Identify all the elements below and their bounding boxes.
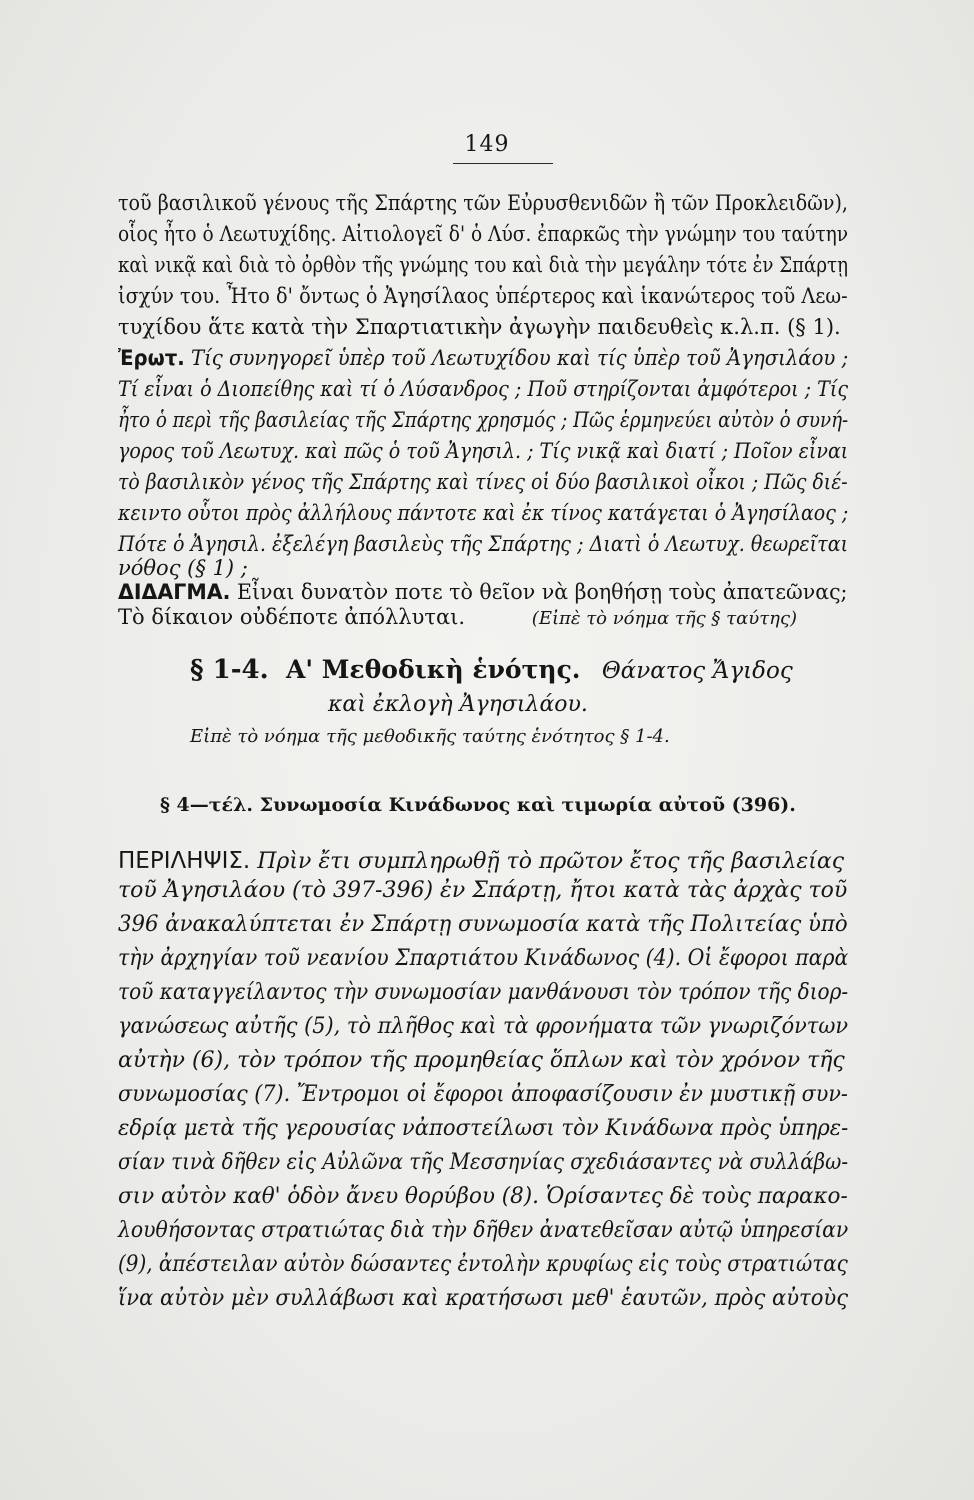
unit-subtitle-continued: καὶ ἐκλογὴ Ἀγησιλάου. [328, 692, 588, 717]
unit-subtitle: Θάνατος Ἄγιδος [601, 658, 793, 684]
summary-line: συνωμοσίας (7). Ἔντρομοι οἱ ἔφοροι ἀποφασίζουσιν ἐν μυστικῇ συν- [118, 1082, 848, 1107]
summary-line: γανώσεως αὐτῆς (5), τὸ πλῆθος καὶ τὰ φρονήματα τῶν γνωριζόντων [118, 1014, 849, 1039]
lesson-aside: (Εἰπὲ τὸ νόημα τῆς § ταύτης) [531, 608, 798, 629]
lesson-text-1: Εἶναι δυνατὸν ποτε τὸ θεῖον νὰ βοηθήσῃ τοὺς ἀπατεῶνας; [237, 580, 848, 604]
para1-line: τυχίδου ἅτε κατὰ τὴν Σπαρτιατικὴν ἀγωγὴν παιδευθεὶς κ.λ.π. (§ 1). [118, 315, 841, 339]
unit-section-number: § 1-4. [190, 655, 269, 685]
para1-line: οἷος ἦτο ὁ Λεωτυχίδης. Αἰτιολογεῖ δ' ὁ Λύσ. ἐπαρκῶς τὴν γνώμην του ταύτην [118, 222, 849, 246]
summary-line: σιν αὐτὸν καθ' ὁδὸν ἄνευ θορύβου (8). Ὁρίσαντες δὲ τοὺς παρακο- [118, 1184, 848, 1209]
summary-line: (9), ἀπέστειλαν αὐτὸν δώσαντες ἐντολὴν κρυφίως εἰς τοὺς στρατιώτας [118, 1252, 848, 1277]
summary-line: 396 ἀνακαλύπτεται ἐν Σπάρτῃ συνωμοσία κατὰ τῆς Πολιτείας ὑπὸ [118, 912, 848, 937]
questions-line: γορος τοῦ Λεωτυχ. καὶ πῶς ὁ τοῦ Ἀγησιλ. ; Τίς νικᾷ καὶ διατί ; Ποῖον εἶναι [118, 439, 849, 463]
para1-line: ἰσχύν του. Ἦτο δ' ὄντως ὁ Ἀγησίλαος ὑπέρτερος καὶ ἱκανώτερος τοῦ Λεω- [118, 284, 848, 308]
section-heading: § 4—τέλ. Συνωμοσία Κινάδωνος καὶ τιμωρία αὐτοῦ (396). [160, 794, 796, 816]
questions-line: Πότε ὁ Ἀγησιλ. ἐξελέγη βασιλεὺς τῆς Σπάρτης ; Διατὶ ὁ Λεωτυχ. θεωρεῖται [118, 532, 849, 556]
para1-line: καὶ νικᾷ καὶ διὰ τὸ ὀρθὸν τῆς γνώμης του καὶ διὰ τὴν μεγάλην τότε ἐν Σπάρτῃ [118, 253, 848, 277]
lesson-label: ΔΙΔΑΓΜΑ. [118, 580, 231, 604]
lesson-line-2 [118, 602, 848, 634]
unit-heading [190, 655, 830, 685]
summary-line: ἵνα αὐτὸν μὲν συλλάβωσι καὶ κρατήσωσι μεθ' ἑαυτῶν, πρὸς αὐτοὺς [118, 1286, 849, 1311]
questions-line: νόθος (§ 1) ; [118, 556, 248, 580]
questions-label: Ἐρωτ. [118, 346, 185, 370]
questions-line: ἦτο ὁ περὶ τῆς βασιλείας τῆς Σπάρτης χρησμός ; Πῶς ἑρμηνεύει αὐτὸν ὁ συνή- [118, 408, 849, 432]
unit-title: Α' Μεθοδικὴ ἑνότης. [286, 655, 581, 684]
page-number-rule [453, 163, 553, 164]
summary-label: ΠΕΡΙΛΗΨΙΣ. [118, 848, 251, 874]
summary-line: αὐτὴν (6), τὸν τρόπον τῆς προμηθείας ὅπλων καὶ τὸν χρόνον τῆς [118, 1048, 845, 1073]
questions-line: κειντο οὗτοι πρὸς ἀλλήλους πάντοτε καὶ ἐκ τίνος κατάγεται ὁ Ἀγησίλαος ; [118, 501, 849, 525]
summary-line: εδρίᾳ μετὰ τῆς γερουσίας νἀποστείλωσι τὸν Κινάδωνα πρὸς ὑπηρε- [118, 1116, 849, 1141]
questions-first-line [118, 343, 849, 373]
summary-line: λουθήσοντας στρατιώτας διὰ τὴν δῆθεν ἀνατεθεῖσαν αὐτῷ ὑπηρεσίαν [118, 1218, 849, 1243]
questions-line: Τί εἶναι ὁ Διοπείθης καὶ τί ὁ Λύσανδρος ; Ποῦ στηρίζονται ἀμφότεροι ; Τίς [118, 377, 849, 401]
questions-line: Τίς συνηγορεῖ ὑπὲρ τοῦ Λεωτυχίδου καὶ τίς ὑπὲρ τοῦ Ἀγησιλάου ; [190, 346, 849, 370]
summary-line: τοῦ καταγγείλαντος τὴν συνωμοσίαν μανθάνουσι τὸν τρόπον τῆς διορ- [118, 980, 849, 1005]
summary-line: τοῦ Ἀγησιλάου (τὸ 397-396) ἐν Σπάρτῃ, ἤτοι κατὰ τὰς ἀρχὰς τοῦ [118, 878, 848, 903]
summary-first-line [118, 846, 848, 877]
lesson-text-2: Τὸ δίκαιον οὐδέποτε ἀπόλλυται. [118, 605, 466, 629]
questions-line: τὸ βασιλικὸν γένος τῆς Σπάρτης καὶ τίνες οἱ δύο βασιλικοὶ οἶκοι ; Πῶς διέ- [118, 470, 848, 494]
para1-line: τοῦ βασιλικοῦ γένους τῆς Σπάρτης τῶν Εὐρυσθενιδῶν ἢ τῶν Προκλειδῶν), [118, 191, 848, 215]
summary-line: σίαν τινὰ δῆθεν εἰς Αὐλῶνα τῆς Μεσσηνίας σχεδιάσαντες νὰ συλλάβω- [118, 1150, 849, 1175]
unit-instruction: Εἰπὲ τὸ νόημα τῆς μεθοδικῆς ταύτης ἑνότητος § 1-4. [190, 726, 670, 747]
summary-line: Πρὶν ἔτι συμπληρωθῇ τὸ πρῶτον ἔτος τῆς βασιλείας [257, 849, 845, 874]
summary-line: τὴν ἀρχηγίαν τοῦ νεανίου Σπαρτιάτου Κινάδωνος (4). Οἱ ἔφοροι παρὰ [118, 946, 849, 971]
page-number: 149 [464, 132, 510, 157]
